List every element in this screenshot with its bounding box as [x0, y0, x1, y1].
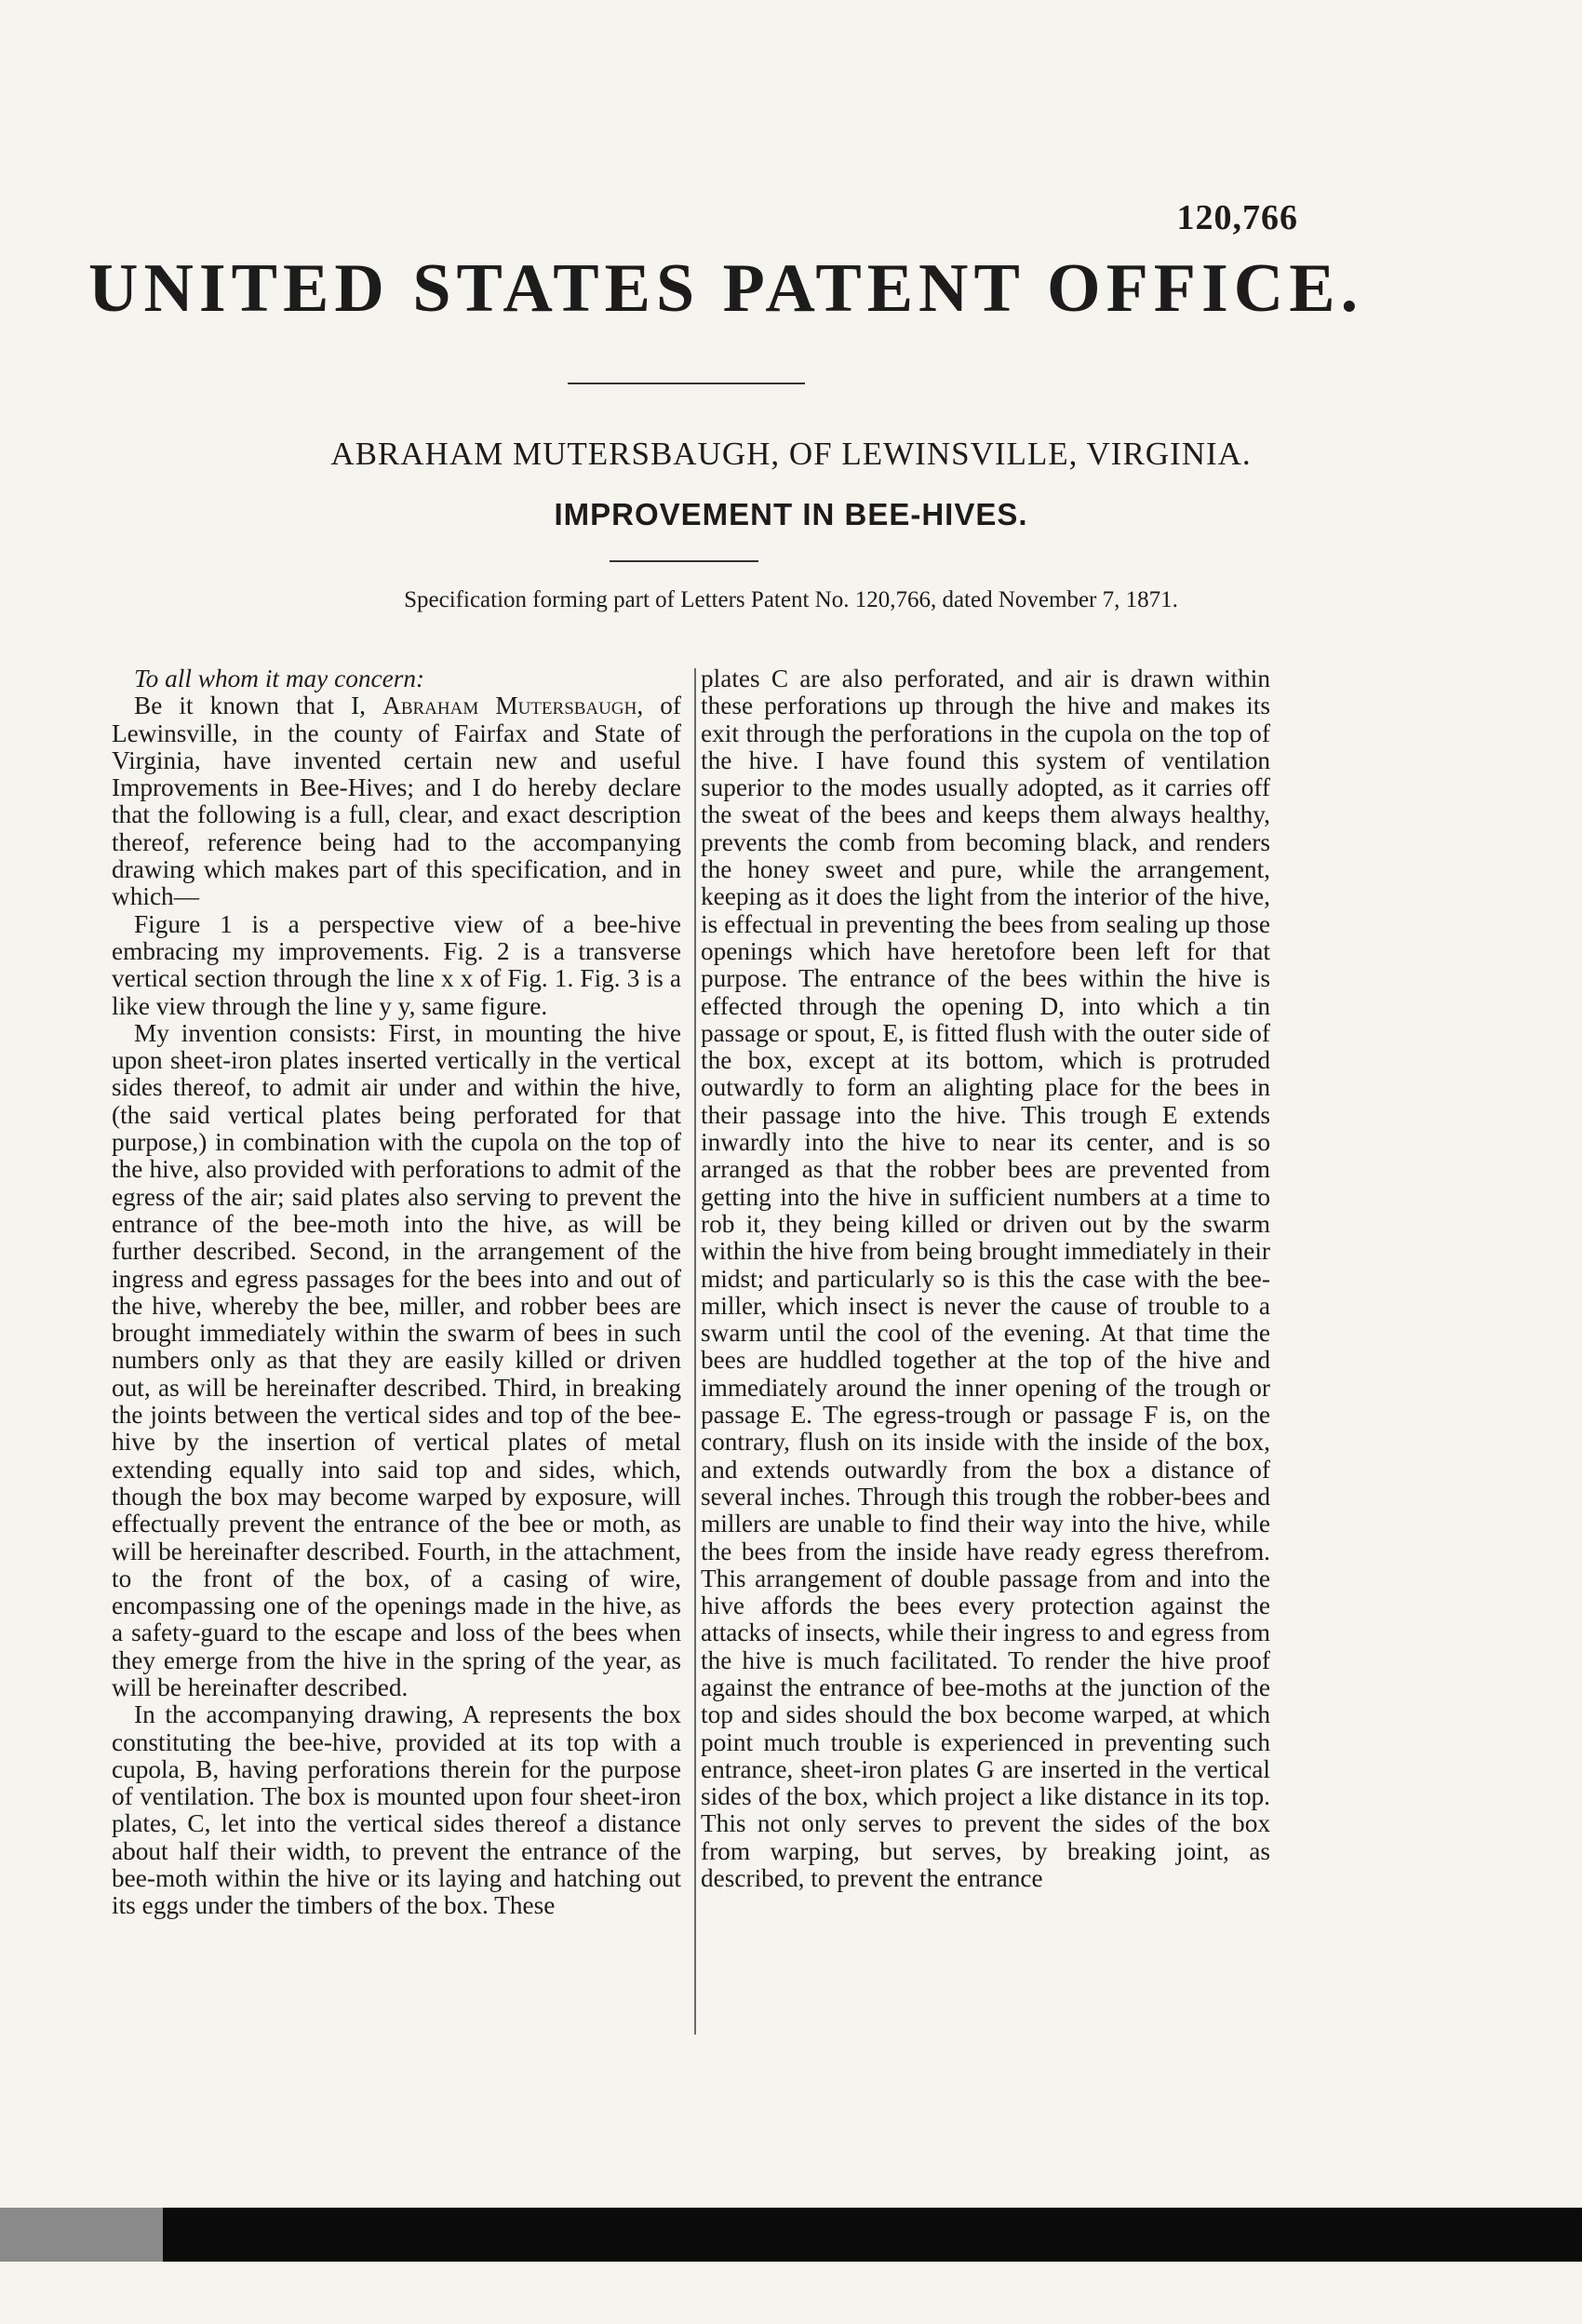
column-divider	[694, 668, 696, 2035]
paragraph-figures: Figure 1 is a perspective view of a bee-hive embracing my improvements. Fig. 2 is a transverse vertical section through the line x x of Fig. 1. Fig. 3 is a like view through the line y y, same figure.	[112, 909, 681, 1020]
title-rule	[568, 383, 805, 384]
scan-edge-band	[0, 2208, 1582, 2262]
paragraph-continuation: plates C are also perforated, and air is drawn within these perforations up through the hive and makes its exit through the perforations in the cupola on the top of the hive. I have found this system of ventilation superior to the modes usually adopted, as it carries off the sweat of the bees and keeps them always healthy, prevents the comb from becoming black, and renders the honey sweet and pure, while the arrangement, keeping as it does the light from the interior of the hive, is effectual in preventing the bees from sealing up those openings which have heretofore been left for that purpose. The entrance of the bees within the hive is effected through the opening D, into which a tin passage or spout, E, is fitted flush with the outer side of the box, except at its bottom, which is protruded outwardly to form an alighting place for the bees in their passage into the hive. This trough E extends inwardly into the hive to near its center, and is so arranged as that the robber bees are prevented from getting into the hive in sufficient numbers at a time to rob it, they being killed or driven out by the swarm within the hive from being brought immediately in their midst; and particularly so is this the case with the bee-miller, which insect is never the cause of trouble to a swarm until the cool of the evening. At that time the bees are huddled together at the top of the hive and immediately around the inner opening of the trough or passage E. The egress-trough or passage F is, on the contrary, flush on its inside with the inside of the box, and extends outwardly from the box a distance of several inches. Through this trough the robber-bees and millers are unable to find their way into the hive, while the bees from the inside have ready egress therefrom. This arrangement of double passage from and into the hive affords the bees every protection against the attacks of insects, while their ingress to and egress from the hive is much facilitated. To render the hive proof against the entrance of bee-moths at the junction of the top and sides should the box become warped, at which point much trouble is experienced in preventing such entrance, sheet-iron plates G are inserted in the vertical sides of the box, which project a like distance in its top. This not only serves to prevent the sides of the box from warping, but serves, by breaking joint, as described, to prevent the entrance	[701, 665, 1270, 1893]
inventor-name: Abraham Mutersbaugh,	[382, 692, 644, 720]
office-title: UNITED STATES PATENT OFFICE.	[88, 250, 1364, 327]
left-column	[112, 665, 681, 1920]
scan-edge-gray	[0, 2208, 163, 2262]
specification-line: Specification forming part of Letters Patent No. 120,766, dated November 7, 1871.	[404, 587, 1178, 612]
paragraph-drawing: In the accompanying drawing, A represents the box constituting the bee-hive, provided at its top with a cupola, B, having perforations therein for the purpose of ventilation. The box is mounted upon four sheet-iron plates, C, let into the vertical sides thereof a distance about half their width, to prevent the entrance of the bee-moth within the hive or its laying and hatching out its eggs under the timbers of the box. These	[112, 1700, 681, 1920]
intro-rest: of Lewinsville, in the county of Fairfax and State of Virginia, have invented certain new and useful Improvements in Bee-Hives; and I do hereby declare that the following is a full, clear, and exact description thereof, reference being had to the accompanying drawing which makes part of this specification, and in which—	[112, 692, 681, 911]
invention-subject: IMPROVEMENT IN BEE-HIVES.	[554, 497, 1028, 531]
salutation: To all whom it may concern:	[134, 665, 425, 692]
paragraph-introduction	[112, 692, 681, 910]
patent-number: 120,766	[1176, 198, 1298, 237]
subject-rule	[610, 560, 758, 562]
right-column	[701, 665, 1270, 1892]
paragraph-invention-consists: My invention consists: First, in mounting the hive upon sheet-iron plates inserted vertically in the vertical sides thereof, to admit air under and within the hive, (the said vertical plates being perforated for that purpose,) in combination with the cupola on the top of the hive, also provided with perforations to admit of the egress of the air; said plates also serving to prevent the entrance of the bee-moth into the hive, as will be further described. Second, in the arrangement of the ingress and egress passages for the bees into and out of the hive, whereby the bee, miller, and robber bees are brought immediately within the swarm of bees in such numbers only as that they are easily killed or driven out, as will be hereinafter described. Third, in breaking the joints between the vertical sides and top of the bee-hive by the insertion of vertical plates of metal extending equally into said top and sides, which, though the box may become warped by exposure, will effectually prevent the entrance of the bee or moth, as will be hereinafter described. Fourth, in the attachment, to the front of the box, of a casing of wire, encompassing one of the openings made in the hive, as a safety-guard to the escape and loss of the bees when they emerge from the hive in the spring of the year, as will be hereinafter described.	[112, 1018, 681, 1701]
inventor-line: ABRAHAM MUTERSBAUGH, OF LEWINSVILLE, VIRGINIA.	[330, 436, 1252, 472]
intro-prefix: Be it known that I,	[134, 692, 367, 720]
